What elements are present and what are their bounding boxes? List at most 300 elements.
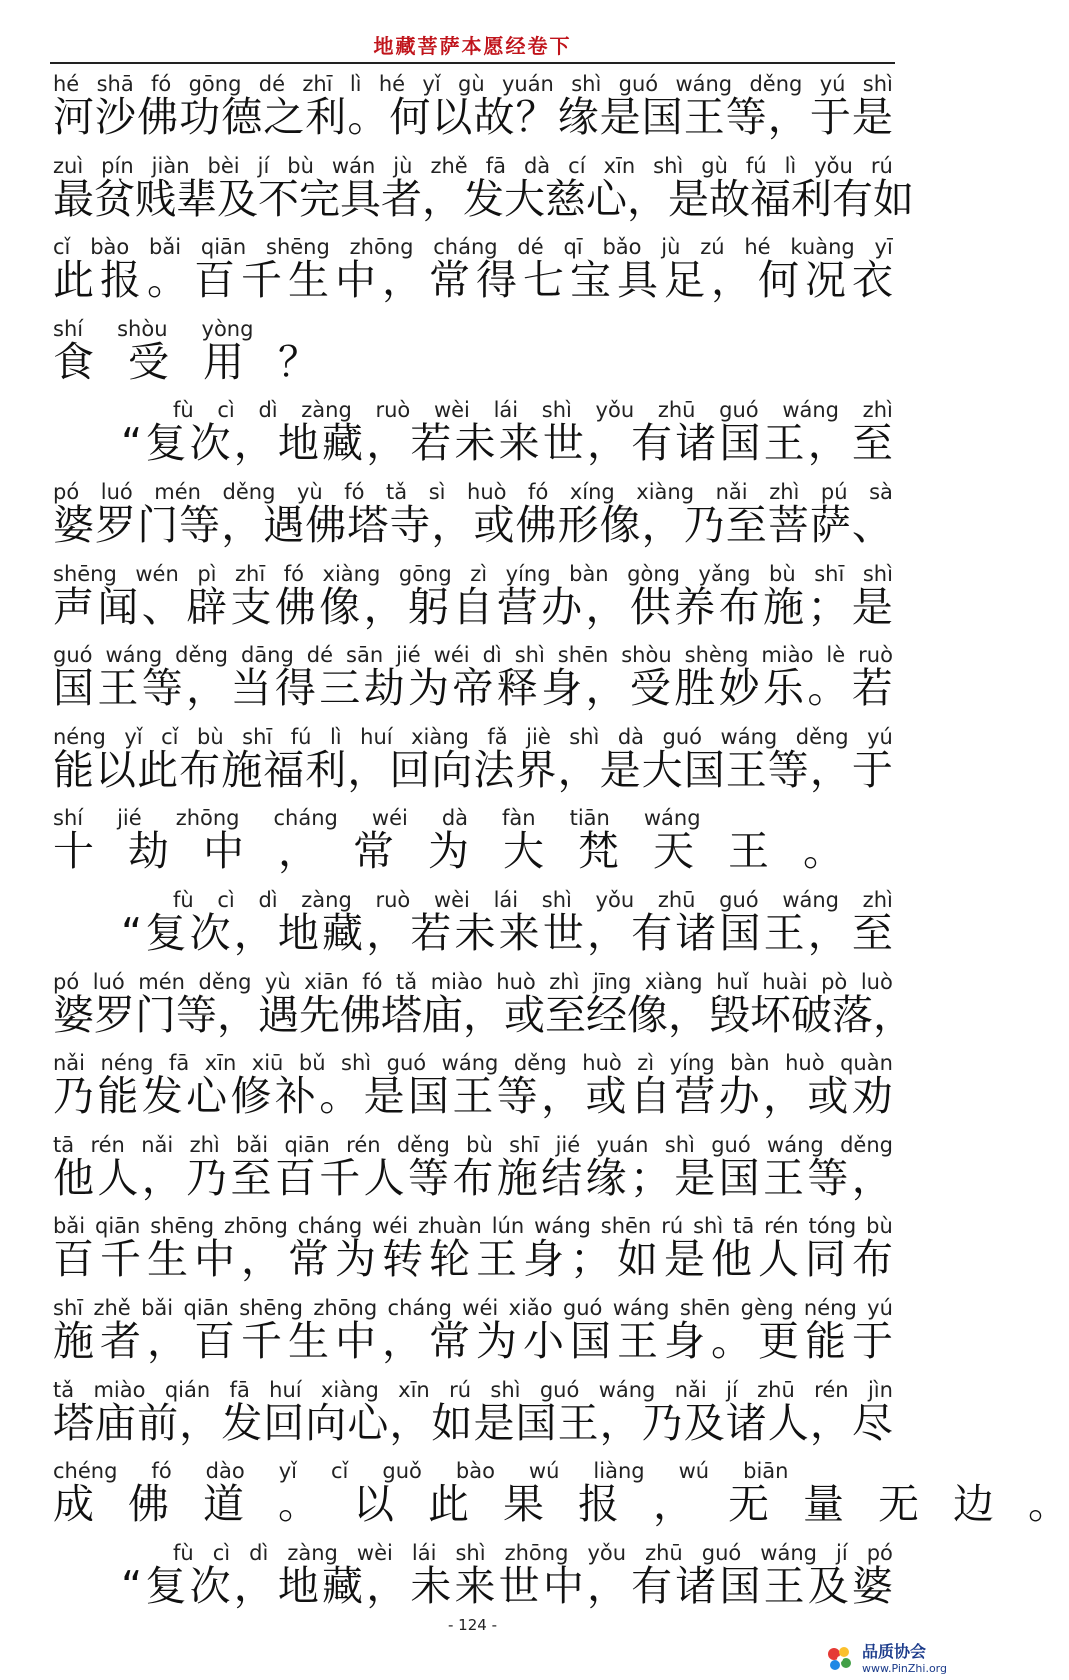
hanzi-char: 身 [523,1235,564,1284]
pinyin-syllable: mén [138,969,185,994]
pinyin-syllable: xīn [204,1051,237,1076]
hanzi-char: 有 [631,419,673,468]
pinyin-syllable: pò [821,969,848,994]
pinyin-syllable: xiàng [411,724,469,749]
pinyin-syllable: rén [814,1377,849,1402]
hanzi-char: 佛 [340,990,381,1039]
pinyin-syllable: dì [482,643,502,668]
hanzi-char: ， [278,827,319,876]
pinyin-syllable: rén [346,1132,381,1157]
hanzi-char: 婆 [53,500,94,549]
hanzi-char: 慈 [545,174,586,223]
pinyin-syllable: pín [101,153,134,178]
pinyin-syllable: zì [637,1051,655,1076]
pinyin-syllable: shēng [239,1295,303,1320]
hanzi-char: 婆 [851,1561,893,1610]
hanzi-char: 不 [258,174,299,223]
chinese-line [53,745,893,795]
pinyin-syllable: nǎi [715,479,748,504]
pinyin-syllable: zhě [93,1295,131,1320]
pinyin-syllable: rú [449,1377,472,1402]
text-line [53,639,893,721]
pinyin-syllable: jù [393,153,413,178]
hanzi-char: 王 [763,908,805,957]
hanzi-char: 办 [718,1072,760,1121]
hanzi-char: 转 [382,1235,423,1284]
pinyin-syllable: pó [53,969,80,994]
pinyin-syllable: jí [726,1377,738,1402]
pinyin-syllable: zhě [430,153,468,178]
hanzi-char: 身 [541,664,583,713]
pinyin-syllable: guó [618,72,659,96]
pinyin-syllable: néng [100,1051,154,1076]
hanzi-char: 德 [221,93,263,141]
pinyin-syllable: yíng [669,1051,715,1076]
hanzi-char: 天 [653,827,694,876]
pinyin-syllable: fù [173,1540,194,1565]
hanzi-char: 三 [319,664,361,713]
hanzi-char: 。 [147,256,188,305]
hanzi-char: 胜 [674,664,716,713]
hanzi-char: 支 [230,582,272,631]
pinyin-syllable: děng [198,969,252,994]
hanzi-char: 萨 [809,500,851,549]
pinyin-syllable: biān [743,1459,789,1484]
chinese-line [53,826,893,876]
hanzi-char: 法 [473,745,515,794]
watermark-url: www.PinZhi.org [862,1662,947,1675]
pinyin-syllable: miào [761,643,814,668]
pinyin-syllable: yòng [201,316,254,341]
hanzi-char: 前 [137,1398,179,1447]
hanzi-char: 他 [53,1153,94,1202]
hanzi-char: 向 [431,745,473,794]
pinyin-syllable: lái [411,1540,437,1565]
hanzi-char: 身 [664,1316,705,1365]
pinyin-syllable: bǎi [149,235,182,260]
hanzi-char: 藏 [322,908,364,957]
hanzi-char: 菩 [767,500,809,549]
hanzi-char: 发 [463,174,504,223]
pinyin-syllable: zhōng [224,1214,288,1239]
hanzi-char: 布 [718,582,760,631]
hanzi-char: 劫 [128,827,169,876]
text-line [53,68,893,150]
pinyin-syllable: huò [582,1051,622,1076]
hanzi-char: 此 [53,256,94,305]
pinyin-syllable: yī [874,235,893,260]
pinyin-syllable: shī [814,561,845,586]
pinyin-syllable: shèng [684,643,749,668]
pinyin-syllable: bù [197,724,224,749]
hanzi-char: 报 [100,256,141,305]
hanzi-char: 心 [347,1398,389,1447]
pinyin-syllable: qián [164,1377,211,1402]
hanzi-char: 界 [515,745,557,794]
hanzi-char: 者 [100,1316,141,1365]
pinyin-syllable: fó [151,1459,172,1484]
hanzi-char: 衣 [852,256,893,305]
hanzi-char: 乃 [641,1398,683,1447]
pinyin-syllable: wáng [534,1214,591,1239]
hanzi-char: 国 [641,93,683,141]
pinyin-syllable: cì [217,887,235,912]
pinyin-syllable: wèi [433,887,470,912]
text-line [53,1047,893,1129]
text-line [53,1210,893,1292]
hanzi-char: 至 [725,500,767,549]
pinyin-syllable: yuán [596,1132,649,1157]
hanzi-char: 食 [53,337,94,386]
hanzi-char: 至 [545,990,586,1039]
pinyin-syllable: nǎi [53,1051,86,1076]
hanzi-char: ， [557,745,599,794]
hanzi-char: 门 [135,990,176,1039]
pinyin-syllable: fā [485,153,506,178]
hanzi-char: ， [217,990,258,1039]
pinyin-syllable: luó [100,479,133,504]
pinyin-syllable: cháng [433,235,498,260]
pinyin-syllable: lì [349,72,362,96]
chinese-line [53,1234,893,1284]
hanzi-char: 辈 [176,174,217,223]
hanzi-char: 王 [725,745,767,794]
pinyin-syllable: wáng [720,724,778,749]
pinyin-syllable: shì [569,724,600,749]
pinyin-syllable: yǒu [587,1540,627,1565]
text-line [53,1374,893,1456]
hanzi-char: 修 [230,1072,272,1121]
hanzi-char: 养 [674,582,716,631]
pinyin-syllable: lún [491,1214,525,1239]
hanzi-char: 。 [278,1480,319,1529]
pinyin-syllable: gōng [188,72,242,96]
pinyin-syllable: yuán [501,72,554,96]
pinyin-syllable: luó [92,969,125,994]
pinyin-syllable: bǎi [141,1295,174,1320]
hanzi-char: 至 [851,419,893,468]
hanzi-char: 尽 [851,1398,893,1447]
pinyin-syllable: xiū [251,1051,284,1076]
pinyin-syllable: zhì [769,479,800,504]
pinyin-syllable: shēng [53,561,117,586]
pinyin-syllable: shì [490,1377,521,1402]
hanzi-char: 故 [473,93,515,141]
hanzi-char: 佛 [515,500,557,549]
hanzi-char: 心 [586,174,627,223]
hanzi-char: 报 [578,1480,619,1529]
hanzi-char: 是 [363,1072,405,1121]
pinyin-syllable: gù [701,153,728,178]
pinyin-syllable: miào [430,969,483,994]
pinyin-syllable: bù [769,561,796,586]
hanzi-char: 等 [496,1072,538,1121]
pinyin-syllable: bào [90,235,130,260]
pinyin-syllable: wéi [372,1214,409,1239]
hanzi-char: 河 [53,93,94,141]
pinyin-syllable: wáng [782,887,839,912]
pinyin-syllable: shā [96,72,134,96]
hanzi-char: 国 [718,1153,760,1202]
hanzi-char: 来 [454,1561,496,1610]
hanzi-char: ， [763,1072,804,1121]
pinyin-syllable: huí [269,1377,302,1402]
hanzi-char: ？ [515,93,557,141]
pinyin-syllable: yǐ [278,1459,297,1484]
pinyin-syllable: huài [762,969,808,994]
pinyin-syllable: dāng [240,643,294,668]
hanzi-char: 复 [145,908,187,957]
pinyin-syllable: wáng [441,1051,499,1076]
pinyin-syllable: zhōng [504,1540,569,1565]
pinyin-syllable: bǎi [53,1214,86,1239]
hanzi-char: 若 [851,664,893,713]
pinyin-syllable: bàn [569,561,609,586]
pinyin-syllable: shòu [621,643,672,668]
hanzi-char: 诸 [675,908,717,957]
hanzi-char: 藏 [322,1561,364,1610]
pinyin-syllable: bù [866,1214,893,1239]
hanzi-char: 回 [389,745,431,794]
pinyin-syllable: hé [744,235,771,260]
pinyin-syllable: jí [836,1540,848,1565]
hanzi-char: 能 [97,1072,139,1121]
pinyin-syllable: fú [290,724,312,749]
hanzi-char: 若 [410,419,452,468]
hanzi-char: 受 [629,664,671,713]
pinyin-syllable: mén [154,479,201,504]
pinyin-syllable: xiàng [321,1377,379,1402]
hanzi-char: 乃 [186,1153,228,1202]
pinyin-syllable: guó [539,1377,580,1402]
text-line [53,558,893,640]
pinyin-syllable: zhì [862,398,893,423]
hanzi-char: “ [121,419,143,468]
hanzi-char: 释 [496,664,538,713]
pinyin-syllable: shēn [600,1214,652,1239]
hanzi-char: ， [668,990,709,1039]
hanzi-char: 他 [711,1235,752,1284]
text-line [53,476,893,558]
pinyin-syllable: gōng [398,561,452,586]
pinyin-syllable: fó [283,561,304,586]
hanzi-char: 福 [263,745,305,794]
hanzi-char: ， [585,582,627,631]
hanzi-char: 十 [53,827,94,876]
hanzi-char: 大 [504,174,545,223]
pinyin-syllable: zàng [301,398,352,423]
text-line [53,1537,893,1619]
hanzi-char: 等 [179,500,221,549]
pinyin-syllable: sān [346,643,384,668]
pinyin-syllable: gù [457,72,485,96]
pinyin-syllable: zhī [235,561,266,586]
hanzi-char: 具 [617,256,658,305]
hanzi-char: 于 [851,745,893,794]
pinyin-syllable: chéng [53,1459,118,1484]
hanzi-char: 具 [340,174,381,223]
pinyin-syllable: quàn [840,1051,893,1076]
pinyin-syllable: wáng [782,398,839,423]
hanzi-char: 人 [363,1153,405,1202]
hanzi-char: 常 [353,827,394,876]
chinese-line [53,174,914,224]
hanzi-char: 百 [194,1316,235,1365]
pinyin-syllable: jiè [526,724,551,749]
pinyin-syllable: hé [53,72,80,96]
pinyin-syllable: bǔ [298,1051,326,1076]
hanzi-char: 未 [454,908,496,957]
hanzi-char: 故 [709,174,750,223]
hanzi-char: 。 [1028,1480,1069,1529]
pinyin-syllable: guǒ [382,1459,422,1484]
hanzi-char: 破 [791,990,832,1039]
hanzi-char: ， [221,500,263,549]
hanzi-char: ， [233,908,275,957]
pinyin-syllable: jié [555,1132,581,1157]
hanzi-char: 次 [189,1561,231,1610]
hanzi-char: 何 [758,256,799,305]
hanzi-char: 地 [277,908,319,957]
pinyin-syllable: zhū [657,887,696,912]
pinyin-syllable: cí [568,153,586,178]
pinyin-syllable: děng [222,479,276,504]
pinyin-syllable: rén [90,1132,125,1157]
pinyin-syllable: wén [135,561,179,586]
chinese-line [53,500,893,550]
hanzi-char: ， [463,990,504,1039]
hanzi-char: ， [179,1398,221,1447]
hanzi-char: 像 [627,990,668,1039]
pinyin-syllable: cì [212,1540,231,1565]
text-line [53,966,914,1048]
hanzi-char: 王 [763,1561,805,1610]
hanzi-char: 国 [719,1561,761,1610]
pinyin-syllable: bǎi [236,1132,269,1157]
hanzi-char: 帝 [452,664,494,713]
pinyin-syllable: zú [700,235,725,260]
pinyin-syllable: shì [541,887,572,912]
pinyin-syllable: cháng [297,1214,363,1239]
hanzi-char: 自 [629,1072,671,1121]
hanzi-char: 贫 [94,174,135,223]
hanzi-char: ； [629,1153,671,1202]
hanzi-char: 来 [498,419,540,468]
hanzi-char: ， [585,664,627,713]
hanzi-char: 或 [473,500,515,549]
hanzi-char: 、 [851,500,893,549]
pinyin-syllable: tiān [569,806,610,831]
page-number: - 124 - [448,1616,497,1634]
chinese-line [53,92,893,142]
hanzi-char: 利 [305,745,347,794]
pinyin-syllable: lái [493,398,519,423]
hanzi-char: 罗 [95,500,137,549]
pinyin-syllable: zhū [657,398,696,423]
hanzi-char: 布 [852,1235,893,1284]
hanzi-char: ， [363,582,405,631]
hanzi-char: 是 [851,93,893,141]
hanzi-char: ， [873,990,914,1039]
hanzi-char: ， [366,1561,408,1610]
hanzi-char: 诸 [675,419,717,468]
pinyin-syllable: lì [329,724,342,749]
hanzi-char: 国 [570,1316,611,1365]
pinyin-syllable: xiàng [636,479,695,504]
hanzi-char: 佛 [137,93,179,141]
hanzi-char: 生 [288,1316,329,1365]
hanzi-char: 国 [515,1398,557,1447]
hanzi-char: 能 [53,745,94,794]
pinyin-syllable: dà [617,724,645,749]
pinyin-syllable: dà [523,153,551,178]
pinyin-syllable: zhī [302,72,333,96]
hanzi-char: 国 [408,1072,449,1121]
hanzi-char: 当 [230,664,272,713]
pinyin-syllable: néng [53,724,106,749]
pinyin-syllable: sà [869,479,893,504]
pinyin-syllable: cǐ [53,235,71,260]
pinyin-syllable: wèi [356,1540,393,1565]
hanzi-char: 七 [523,256,564,305]
pinyin-syllable: guó [701,1540,742,1565]
pinyin-syllable: fó [344,479,365,504]
hanzi-char: 足 [664,256,705,305]
hanzi-char: 毁 [709,990,750,1039]
hanzi-char: 施 [763,582,804,631]
pinyin-syllable: xiān [304,969,349,994]
hanzi-char: ， [599,1398,641,1447]
pinyin-syllable: huò [785,1051,825,1076]
text-line [53,313,893,395]
pinyin-syllable: fó [528,479,549,504]
text-line [53,721,893,803]
hanzi-char: 等 [725,93,767,141]
hanzi-char: 是 [674,1153,716,1202]
hanzi-char: 遇 [258,990,299,1039]
pinyin-syllable: shí [53,806,84,831]
pinyin-syllable: yíng [505,561,551,586]
hanzi-char: 塔 [347,500,389,549]
pinyin-syllable: bèi [207,153,240,178]
pinyin-syllable: sì [428,479,446,504]
hanzi-char: ， [141,1153,183,1202]
hanzi-char: 或 [807,1072,849,1121]
pinyin-syllable: dào [205,1459,245,1484]
pinyin-syllable: jié [396,643,421,668]
pinyin-syllable: shì [341,1051,372,1076]
hanzi-char: 至 [851,908,893,957]
hanzi-char: 有 [832,174,873,223]
pinyin-syllable: zhōng [175,806,240,831]
hanzi-char: 王 [97,664,139,713]
hanzi-char: 缘 [557,93,599,141]
hanzi-char: 如 [873,174,914,223]
hanzi-char: 百 [53,1235,94,1284]
hanzi-char: 于 [809,93,851,141]
hanzi-char: ， [382,256,423,305]
pinyin-syllable: shì [571,72,602,96]
hanzi-char: 生 [147,1235,188,1284]
page-header [50,22,895,64]
pinyin-syllable: bù [466,1132,493,1157]
pinyin-syllable: wú [528,1459,560,1484]
hanzi-char: 。 [803,827,844,876]
hanzi-char: 常 [429,1316,470,1365]
pinyin-syllable: pó [53,479,80,504]
pinyin-syllable: lè [826,643,846,668]
pinyin-syllable: yǒu [595,398,635,423]
